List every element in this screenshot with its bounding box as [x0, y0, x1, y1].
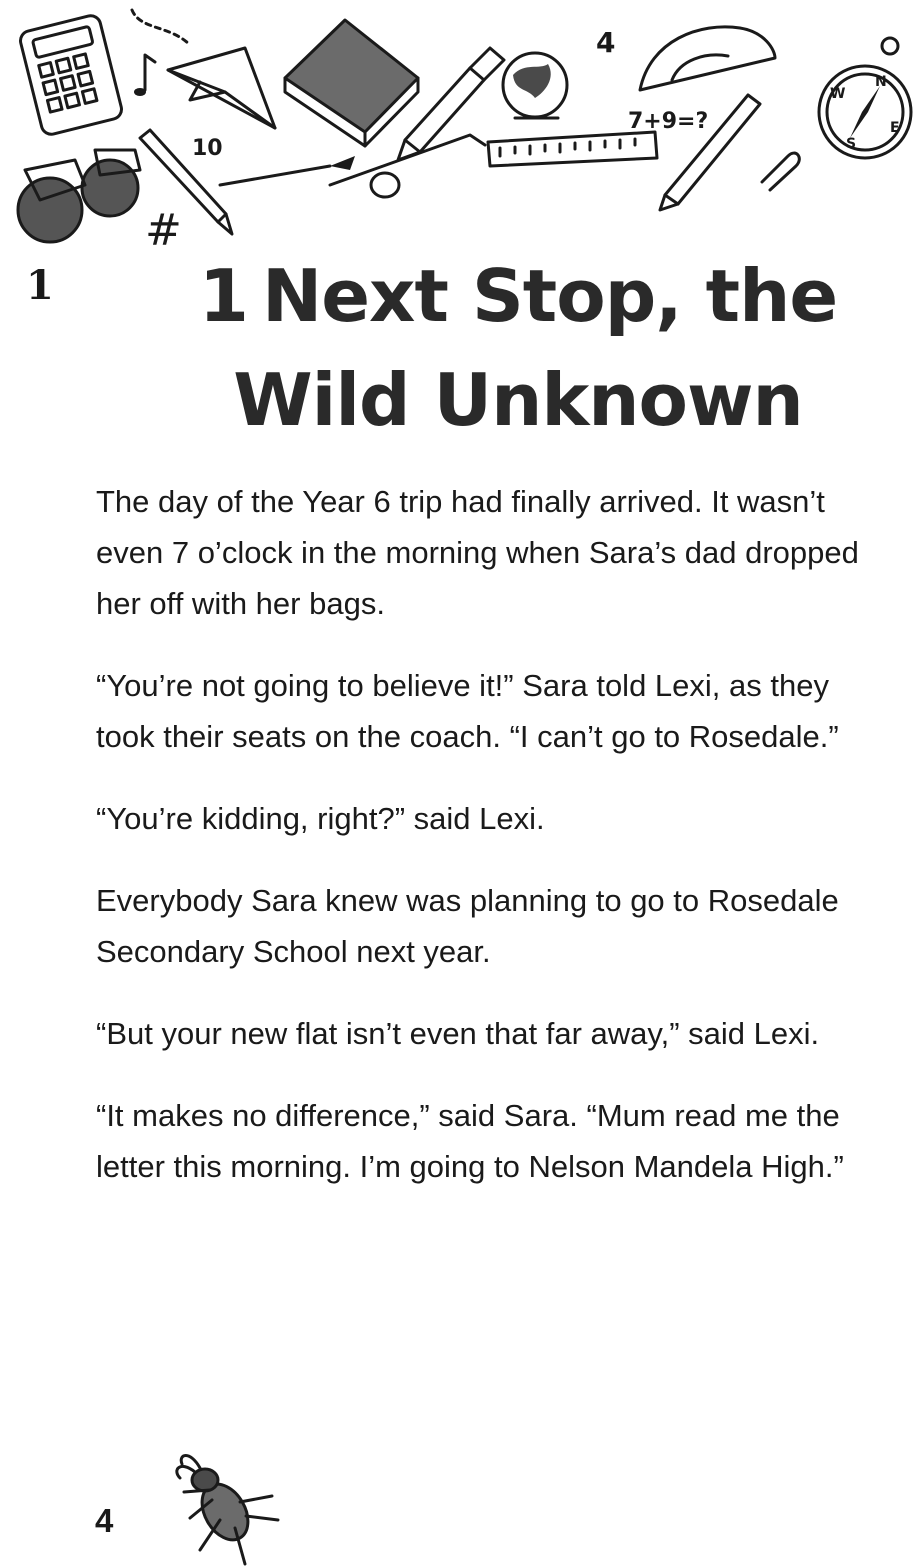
- svg-text:E: E: [890, 120, 900, 136]
- beetle-icon: [150, 1440, 290, 1566]
- paragraph: “You’re kidding, right?” said Lexi.: [96, 801, 545, 836]
- svg-text:W: W: [830, 86, 846, 102]
- hash-symbol: #: [145, 205, 182, 256]
- svg-text:S: S: [846, 136, 857, 152]
- compass-icon: [819, 38, 911, 158]
- chapter-number: 1: [198, 254, 248, 338]
- svg-text:10: 10: [192, 136, 223, 161]
- story-text: [96, 476, 896, 1192]
- drawing-compass-icon: [330, 135, 485, 197]
- music-note-icon: [132, 10, 190, 96]
- chapter-title-line-2: Wild Unknown: [233, 358, 803, 442]
- paragraph: “But your new flat isn’t even that far away,” said Lexi.: [96, 1016, 820, 1051]
- ruler-icon: [488, 132, 657, 166]
- paragraph: “It makes no difference,” said Sara. “Mum read me the letter this morning. I’m going to Nelson Mandela High.”: [96, 1098, 844, 1184]
- stationery-doodles: [0, 0, 919, 250]
- paperclip-icon: [762, 153, 799, 190]
- page-number: 4: [95, 1502, 114, 1539]
- svg-text:4: 4: [596, 26, 616, 59]
- svg-text:7+9=?: 7+9=?: [628, 109, 709, 134]
- paper-plane-icon: [168, 48, 275, 128]
- book-icon: [285, 20, 418, 146]
- paragraph: Everybody Sara knew was planning to go to Rosedale Secondary School next year.: [96, 883, 839, 969]
- chapter-title: [168, 244, 868, 452]
- chapter-title-line-1: Next Stop, the: [261, 254, 838, 338]
- paragraph: The day of the Year 6 trip had finally arrived. It wasn’t even 7 o’clock in the morning when Sara’s dad dropped her off with her bags.: [96, 484, 859, 621]
- calculator-icon: [18, 14, 123, 137]
- svg-text:N: N: [875, 74, 887, 90]
- globe-icon: [503, 53, 567, 118]
- paragraph: “You’re not going to believe it!” Sara told Lexi, as they took their seats on the coach. “I can’t go to Rosedale.”: [96, 668, 839, 754]
- binoculars-icon: [18, 150, 140, 242]
- side-chapter-number: 1: [26, 262, 54, 309]
- paintbrush-icon: [220, 156, 355, 185]
